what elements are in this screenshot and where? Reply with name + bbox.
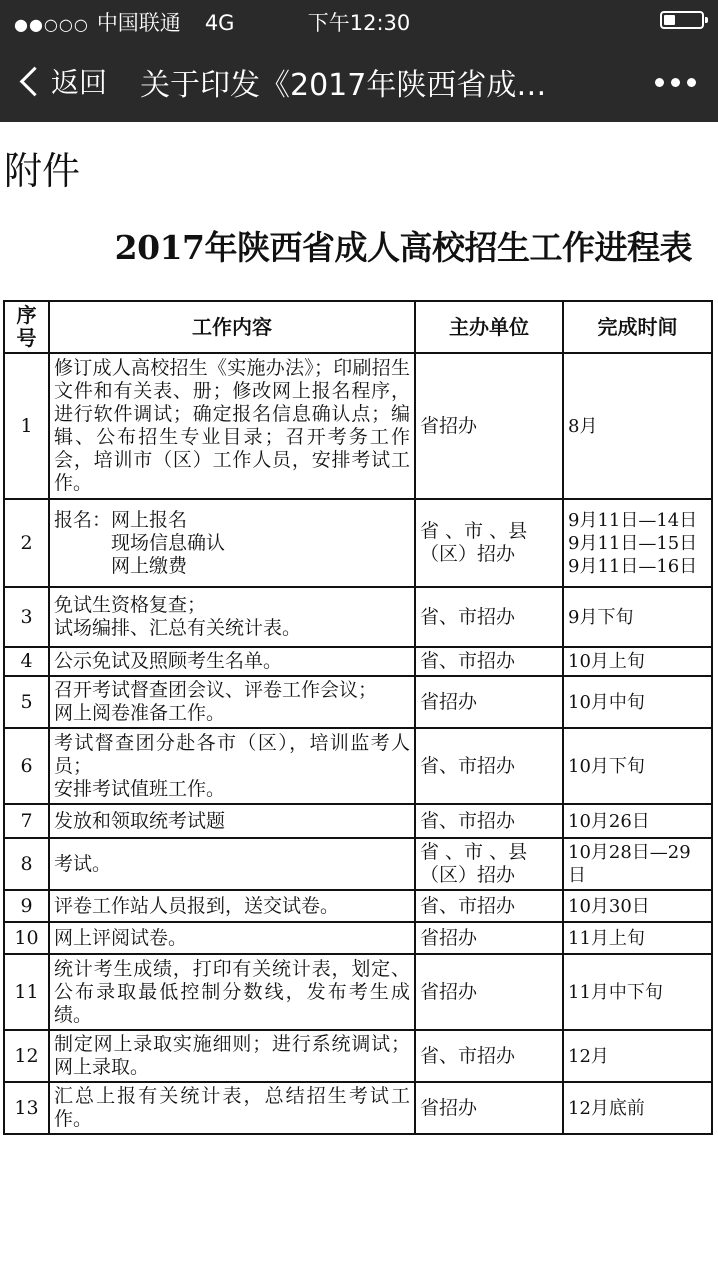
cell-org: 省、市招办 [415,804,563,838]
cell-task: 发放和领取统考试题 [49,804,415,838]
table-row [4,838,712,890]
cell-no: 10 [4,922,49,954]
cell-time: 10月上旬 [563,647,712,676]
cell-no: 11 [4,954,49,1030]
header-task: 工作内容 [49,301,415,353]
more-dot-icon [687,78,696,87]
cell-no: 8 [4,838,49,890]
table-row [4,1030,712,1082]
cell-task: 考试督查团分赴各市（区），培训监考人员； 安排考试值班工作。 [49,728,415,804]
cell-task: 免试生资格复查； 试场编排、汇总有关统计表。 [49,587,415,647]
cell-task: 召开考试督查团会议、评卷工作会议； 网上阅卷准备工作。 [49,676,415,728]
cell-no: 13 [4,1082,49,1134]
cell-time: 12月底前 [563,1082,712,1134]
header-org: 主办单位 [415,301,563,353]
cell-org: 省招办 [415,353,563,499]
cell-time: 11月中下旬 [563,954,712,1030]
cell-no: 12 [4,1030,49,1082]
table-row [4,499,712,587]
table-row [4,353,712,499]
cell-time: 10月26日 [563,804,712,838]
cell-org: 省招办 [415,1082,563,1134]
cell-org: 省、市招办 [415,1030,563,1082]
cell-time: 10月28日—29日 [563,838,712,890]
battery-icon [660,11,704,29]
attachment-label: 附件 [4,149,81,193]
cell-time: 12月 [563,1030,712,1082]
signal-strength-icon: ●●○○○ [14,15,89,34]
table-header-row [4,301,712,353]
cell-org: 省、市招办 [415,587,563,647]
schedule-table [3,300,713,1135]
cell-task: 公示免试及照顾考生名单。 [49,647,415,676]
table-row [4,587,712,647]
document-title: 2017年陕西省成人高校招生工作进程表 [114,228,692,267]
cell-no: 1 [4,353,49,499]
more-dot-icon [655,78,664,87]
page-title: 关于印发《2017年陕西省成… [140,68,547,103]
nav-bar [0,40,718,122]
cell-no: 3 [4,587,49,647]
table-row [4,1082,712,1134]
cell-task: 考试。 [49,838,415,890]
cell-task: 统计考生成绩，打印有关统计表，划定、公布录取最低控制分数线，发布考生成绩。 [49,954,415,1030]
cell-task: 网上评阅试卷。 [49,922,415,954]
back-button[interactable] [16,58,107,104]
chevron-left-icon [20,66,50,96]
cell-no: 9 [4,890,49,922]
cell-no: 6 [4,728,49,804]
battery-level-fill [664,15,675,25]
cell-task: 报名：网上报名 现场信息确认 网上缴费 [49,499,415,587]
cell-org: 省招办 [415,954,563,1030]
table-row [4,954,712,1030]
cell-org: 省招办 [415,676,563,728]
cell-org: 省、市招办 [415,647,563,676]
header-time: 完成时间 [563,301,712,353]
cell-no: 7 [4,804,49,838]
more-menu-button[interactable] [655,78,696,87]
header-no: 序号 [4,301,49,353]
table-row [4,922,712,954]
table-row [4,647,712,676]
status-time: 下午12:30 [307,11,411,35]
cell-no: 2 [4,499,49,587]
cell-task: 修订成人高校招生《实施办法》；印刷招生文件和有关表、册；修改网上报名程序，进行软件调试；确定报名信息确认点；编辑、公布招生专业目录；召开考务工作会，培训市（区）工作人员，安排考试工作。 [49,353,415,499]
cell-org: 省招办 [415,922,563,954]
cell-no: 4 [4,647,49,676]
cell-org: 省、市招办 [415,890,563,922]
cell-time: 10月下旬 [563,728,712,804]
table-row [4,728,712,804]
cell-task: 制定网上录取实施细则；进行系统调试；网上录取。 [49,1030,415,1082]
table-row [4,804,712,838]
cell-org: 省 、市 、县（区）招办 [415,838,563,890]
cell-org: 省、市招办 [415,728,563,804]
network-type: 4G [204,11,235,35]
table-row [4,890,712,922]
carrier-name: 中国联通 [96,11,181,35]
cell-time: 8月 [563,353,712,499]
back-label: 返回 [51,66,108,99]
cell-task: 汇总上报有关统计表，总结招生考试工作。 [49,1082,415,1134]
cell-no: 5 [4,676,49,728]
cell-time: 9月11日—14日 9月11日—15日 9月11日—16日 [563,499,712,587]
table-row [4,676,712,728]
cell-time: 11月上旬 [563,922,712,954]
more-dot-icon [671,78,680,87]
cell-time: 9月下旬 [563,587,712,647]
cell-time: 10月中旬 [563,676,712,728]
status-bar [0,0,718,40]
cell-time: 10月30日 [563,890,712,922]
cell-org: 省 、市 、县（区）招办 [415,499,563,587]
cell-task: 评卷工作站人员报到，送交试卷。 [49,890,415,922]
